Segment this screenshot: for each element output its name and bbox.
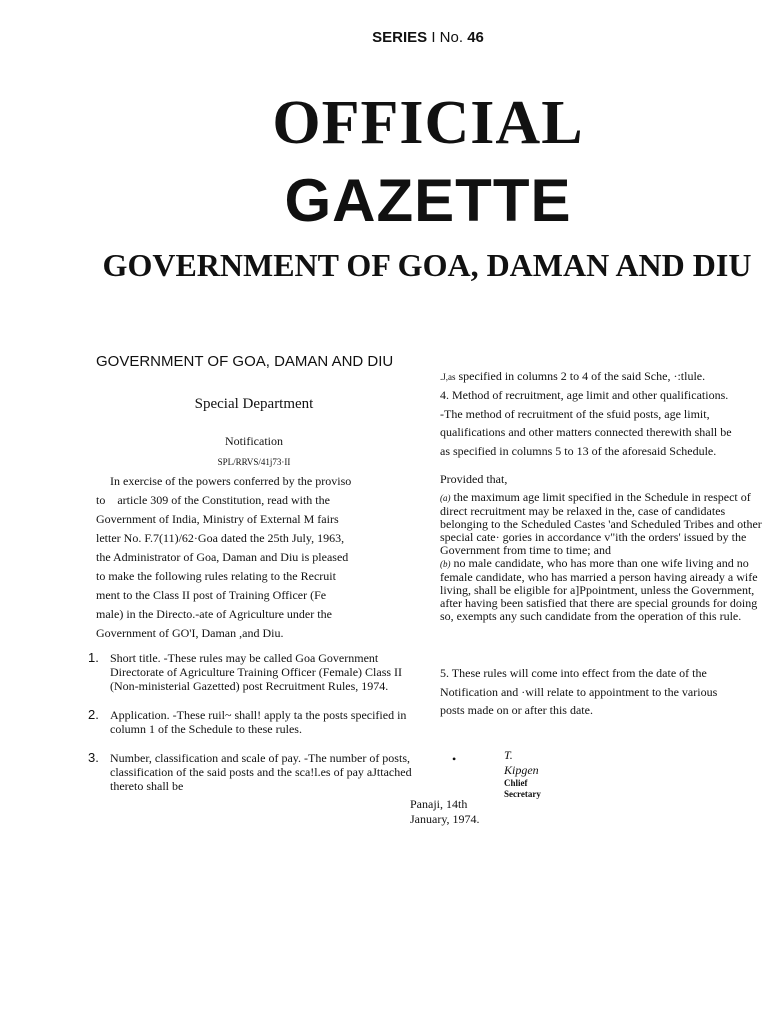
signatory-title-1: Chlief (504, 778, 528, 788)
notification-title: Notification (225, 434, 283, 448)
provided-that: Provided that, (440, 472, 508, 486)
preamble-line: Government of India, Ministry of External M fairs (96, 512, 339, 526)
provisos (440, 491, 768, 623)
preamble-line: ment to the Class II post of Training Officer (Fe (96, 588, 327, 602)
rule-number: 2. (88, 707, 99, 722)
rule-number: 1. (88, 650, 99, 665)
proviso-a-text: the maximum age limit specified in the Schedule in respect of direct recruitment may be relaxed in the, case of candidates belonging to the Scheduled Castes 'and Scheduled Tribes and other special cate· gories in accordance v"ith the orders' issued by the Government from time to time; and (440, 490, 762, 557)
department-title: Special Department (194, 396, 314, 412)
rule-text: Number, classification and scale of pay. -The number of posts, classification of the said posts and the sca!l.es of pay aJttached thereto shall be (110, 751, 412, 793)
rule-2 (88, 708, 422, 736)
preamble-line: In exercise of the powers conferred by the proviso (110, 474, 352, 488)
signature-block (504, 748, 541, 800)
place-date-line: January, 1974. (410, 812, 480, 826)
government-title: GOVERNMENT OF GOA, DAMAN AND DIU (102, 247, 752, 283)
preamble-line: Government of GO'I, Daman ,and Diu. (96, 626, 284, 640)
signature-bullet: • (452, 752, 457, 766)
rule-3 (88, 751, 422, 793)
continuation-prefix: .J,as (440, 372, 456, 382)
place-date-line: Panaji, 14th (410, 797, 468, 811)
rule-4-line: 4. Method of recruitment, age limit and other qualifications. (440, 388, 729, 402)
rule-5 (440, 664, 768, 720)
preamble-line: the Administrator of Goa, Daman and Diu is pleased (96, 550, 349, 564)
place-date (410, 797, 480, 827)
proviso-a-mark: (a) (440, 493, 451, 503)
continuation-text: specified in columns 2 to 4 of the said Sche, ·:tlule. (458, 369, 706, 383)
rule-4-line: -The method of recruitment of the sfuid posts, age limit, (440, 406, 710, 421)
rule-text: Short title. -These rules may be called Goa Government Directorate of Agriculture Training Officer (Female) Class II (Non-ministerial Gazetted) post Recruitment Rules, 1974. (110, 651, 403, 693)
proviso-b-text: no male candidate, who has more than one wife living and no female candidate, who has married a person having aiready a wife living, shall be eligible for a]Ppointment, unless the Government, after having been satisfied that there are special grounds for doing so, exempts any such candidate from the operation of this rule. (440, 556, 758, 623)
preamble-line: male) in the Directo.-ate of Agriculture under the (96, 607, 332, 621)
left-heading: GOVERNMENT OF GOA, DAMAN AND DIU (96, 353, 394, 370)
series-roman: I (431, 29, 436, 46)
rule-text: Application. -These ruil~ shall! apply ta the posts specified in column 1 of the Schedule to these rules. (110, 708, 407, 736)
notification-reference: SPL/RRVS/41j73·II (217, 457, 291, 467)
preamble-line: to article 309 of the Constitution, read with the (96, 493, 330, 507)
signatory-title-2: Secretary (504, 789, 541, 799)
signatory-surname: Kipgen (504, 763, 539, 777)
series-no-label: No. (439, 29, 464, 46)
series-line (0, 29, 770, 46)
rule-4 (440, 386, 768, 460)
preamble (96, 472, 416, 643)
preamble-line: to make the following rules relating to the Recruit (96, 569, 336, 583)
rule-5-line: posts made on or after this date. (440, 703, 593, 717)
masthead-gazette: GAZETTE (284, 167, 572, 234)
rule-1 (88, 651, 422, 693)
series-word: SERIES (372, 29, 428, 46)
proviso-a (440, 491, 768, 557)
rule-3-continuation (440, 369, 768, 384)
rule-4-line: qualifications and other matters connected therewith shall be (440, 425, 732, 439)
preamble-line: letter No. F.7(11)/62·Goa dated the 25th July, 1963, (96, 531, 345, 545)
proviso-b (440, 557, 768, 623)
proviso-b-mark: (b) (440, 559, 451, 569)
rule-5-line: Notification and ·will relate to appointment to the various (440, 684, 718, 699)
signatory-initial: T. (504, 748, 513, 762)
rule-5-line: 5. These rules will come into effect from the date of the (440, 666, 707, 680)
rule-number: 3. (88, 750, 99, 765)
series-number: 46 (467, 29, 484, 46)
rule-4-line: as specified in columns 5 to 13 of the aforesaid Schedule. (440, 443, 717, 458)
masthead-official: OFFICIAL (272, 89, 584, 157)
